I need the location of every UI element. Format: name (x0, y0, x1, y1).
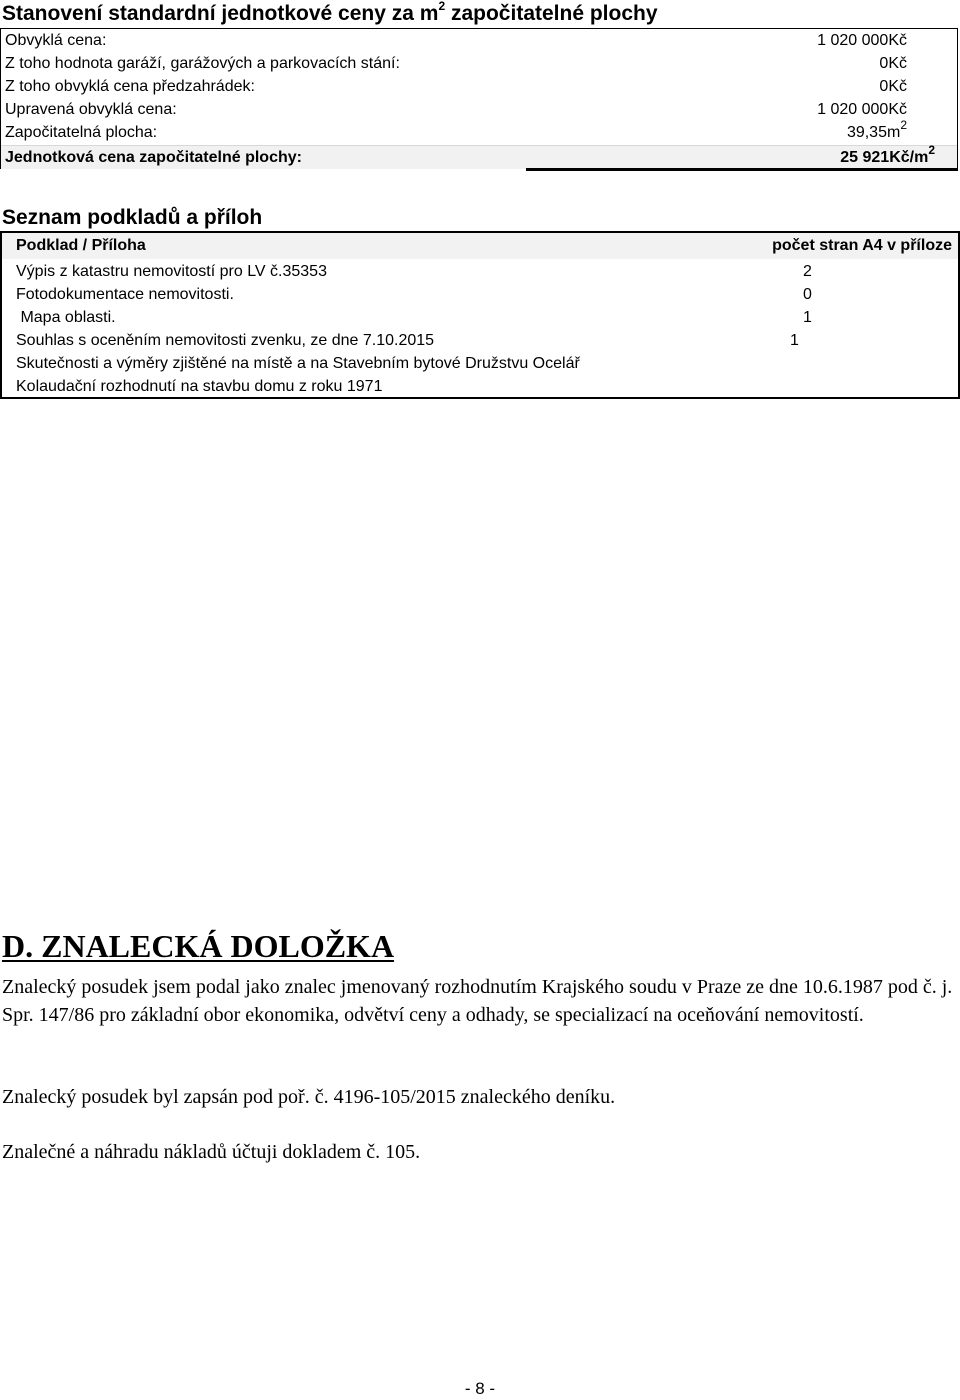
attachment-text: Fotodokumentace nemovitosti. (16, 286, 234, 303)
valuation-row-label: Jednotková cena započitatelné plochy: (5, 149, 302, 166)
valuation-row-label: Obvyklá cena: (5, 32, 107, 49)
valuation-row-value: 25 $921Kč/m^2$ (840, 142, 935, 166)
valuation-row-label: Z toho obvyklá cena předzahrádek: (5, 78, 255, 95)
attachment-pages: 1 (803, 309, 812, 326)
attachments-header (2, 233, 958, 259)
attachment-row (2, 352, 958, 375)
page-number: - 8 - (464, 1379, 496, 1398)
valuation-row (1, 29, 957, 52)
valuation-row-label: Upravená obvyklá cena: (5, 101, 177, 118)
valuation-title-text: Stanovení standardní jednotkové ceny za m (2, 2, 439, 25)
valuation-title (2, 1, 658, 27)
valuation-row-value: 0Kč (879, 55, 907, 72)
valuation-row-total (1, 142, 957, 169)
valuation-title-sup: 2 (438, 0, 446, 13)
attachment-pages: 0 (803, 286, 812, 303)
clause-paragraph-registry: Znalecký posudek byl zapsán pod poř. č. 4196-105/2015 znaleckého deníku. (2, 1086, 616, 1108)
attachment-row (2, 260, 958, 283)
attachment-pages: 1 (790, 332, 799, 349)
valuation-title-tail: započitatelné plochy (445, 2, 658, 25)
attachment-pages: 2 (803, 263, 812, 280)
valuation-row-label: Započitatelná plocha: (5, 124, 158, 141)
attachments-table (0, 231, 960, 399)
valuation-row-value: 0Kč (879, 78, 907, 95)
valuation-row-value: $39,35m^2$ (846, 117, 907, 141)
valuation-row-label: Z toho hodnota garáží, garážových a parkovacích stání: (5, 55, 400, 72)
attachment-text: Mapa oblasti. (16, 309, 116, 326)
attachment-row (2, 375, 958, 398)
attachment-text: Kolaudační rozhodnutí na stavbu domu z roku 1971 (16, 378, 383, 395)
valuation-row-value: 1 020 000Kč (817, 32, 907, 49)
attachment-text: Skutečnosti a výměry zjištěné na místě a na Stavebním bytové Družstvu Ocelář (16, 355, 580, 372)
attachment-text: Výpis z katastru nemovitostí pro LV č.35353 (16, 263, 327, 280)
attachment-row (2, 306, 958, 329)
valuation-row (1, 117, 957, 144)
column-header-pages: počet stran A4 v příloze (772, 237, 952, 254)
valuation-row (1, 98, 957, 121)
clause-title: D. ZNALECKÁ DOLOŽKA (2, 928, 395, 964)
attachments-title: Seznam podkladů a příloh (2, 206, 263, 229)
attachment-row (2, 283, 958, 306)
valuation-row (1, 52, 957, 75)
valuation-row (1, 75, 957, 98)
attachment-text: Souhlas s oceněním nemovitosti zvenku, ze dne 7.10.2015 (16, 332, 435, 349)
column-header-item: Podklad / Příloha (16, 237, 146, 254)
clause-paragraph-fees: Znalečné a náhradu nákladů účtuji dokladem č. 105. (2, 1141, 421, 1163)
attachment-row (2, 329, 958, 352)
valuation-total-underline (526, 168, 958, 171)
valuation-row-value: 1 020 000Kč (817, 101, 907, 118)
valuation-table (0, 28, 958, 169)
clause-paragraph-appointment: Znalecký posudek jsem podal jako znalec jmenovaný rozhodnutím Krajského soudu v Praze ze dne 10.6.1987 pod č. j. Spr. 147/86 pro základní obor ekonomika, odvětví ceny a odhady, se specializací na oceňování nemovitostí. (2, 976, 953, 1026)
